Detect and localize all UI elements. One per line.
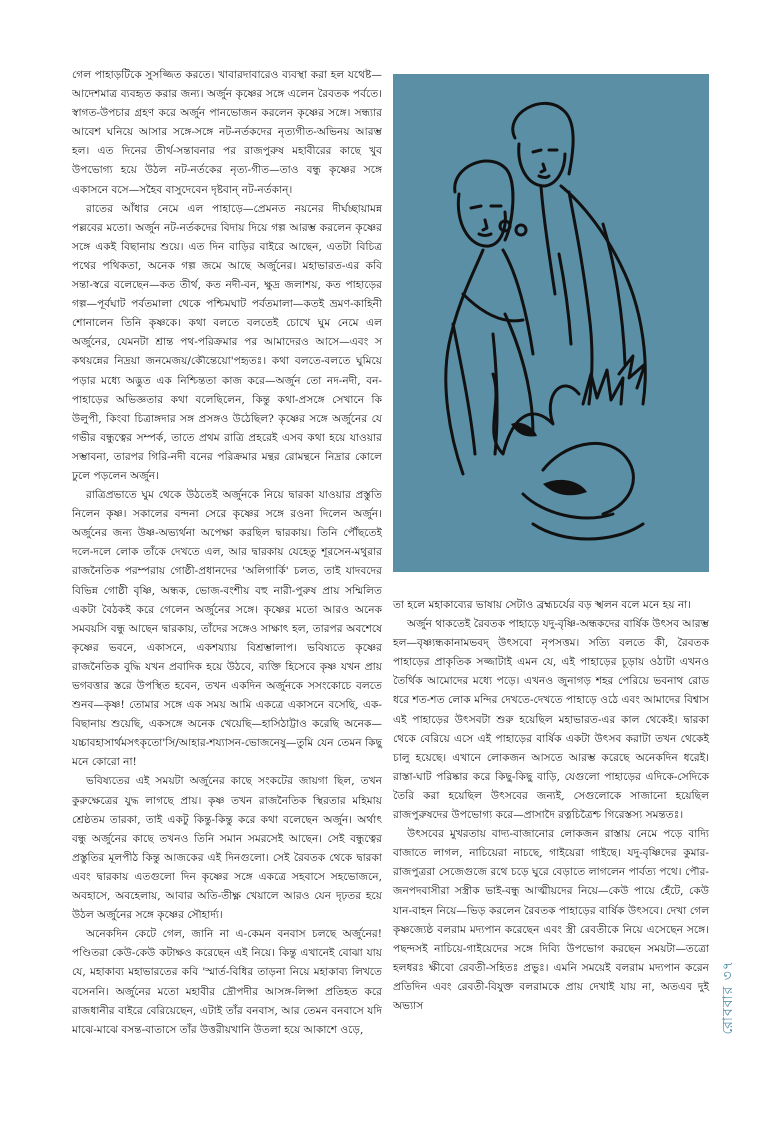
page-footer-magazine-page: রোববার ৩৭ bbox=[720, 960, 736, 1035]
paragraph: অর্জুন থাকতেই রৈবতক পাহাড়ে যদু-বৃষ্ণি-অন্ধকদের বার্ষিক উৎসব আরম্ভ হল—বৃষ্ণ্যন্ধকানামভবদ্ উৎসবো নৃপসত্তম। সত্যি বলতে কী, রৈবতক পাহাড়ের প্রাকৃতিক সজ্জাটাই এমন যে, এই পাহাড়ের চূড়ায় ওঠাটা এখনও তৈর্থিক আমোদের মধ্যে পড়ে। এখনও জুনাগড় শহর পেরিয়ে ভবনাথ রোড ধরে শত-শত লোক মন্দির দেখতে-দেখতে পাহাড়ে ওঠে এবং আমাদের বিশ্বাস এই পাহাড়ের উৎসবটা শুরু হয়েছিল মহাভারত-এর কাল থেকেই। দ্বারকা থেকে বেরিয়ে এসে এই পাহাড়ের বার্ষিক একটা উৎসব করাটা তখন থেকেই চালু হয়েছে। এখানে লোকজন আসতে আরম্ভ করেছে অনেকদিন ধরেই। রাস্তা-ঘাট পরিষ্কার করে কিছু-কিছু বাড়ি, যেগুলো পাহাড়ের এদিকে-সেদিকে তৈরি করা হয়েছিল উৎসবের জন্যই, সেগুলোকে সাজানো হয়েছিল রাজপুরুষদের উপভোগ্য করে—প্রাসাদৈ রত্নচিত্রৈশ্চ গিরেস্তস্য সমন্ততঃ। bbox=[393, 618, 709, 822]
paragraph: তা হলে মহাকাব্যের ভাষায় সেটাও ব্রহ্মচর্যের বড় স্খলন বলে মনে হয় না। bbox=[393, 599, 692, 611]
paragraph: অনেকদিন কেটে গেল, জানি না এ-কেমন বনবাস চলছে অর্জুনের! পণ্ডিতরা কেউ-কেউ কটাক্ষও করেছেন এই নিয়ে। কিন্তু এখানেই বোঝা যায় যে, মহাকাব্য মহাভারতের কবি 'স্মার্ত-বিধির তাড়না নিয়ে মহাকাব্য লিখতে বসেননি। অর্জুনের মতো মহাবীর দ্রৌপদীর আসঙ্গ-লিপ্সা প্রতিহত করে রাজধানীর বাইরে বেরিয়েছেন, এটাই তাঁর বনবাস, আর তেমন বনবাসে যদি মাঝে-মাঝে বসন্ত-বাতাসে তাঁর উত্তরীয়খানি উতলা হয়ে আকাশে ওড়ে, bbox=[72, 928, 382, 1036]
ink-illustration bbox=[393, 74, 709, 572]
paragraph: রাত্রিপ্রভাতে ঘুম থেকে উঠতেই অর্জুনকে নিয়ে দ্বারকা যাওয়ার প্রস্তুতি নিলেন কৃষ্ণ। সকালের বন্দনা সেরে কৃষ্ণের সঙ্গে রওনা দিলেন অর্জুন। অর্জুনের জন্য উষ্ণ-অভ্যর্থনা অপেক্ষা করছিল দ্বারকায়। তিনি পৌঁছতেই দলে-দলে লোক তাঁকে দেখতে এল, আর দ্বারকায় যেহেতু শূরসেন-মথুরার রাজনৈতিক পরম্পরায় গোষ্ঠী-প্রধানদের 'অলিগার্কি' চলত, তাই যাদবদের বিভিন্ন গোষ্ঠী বৃষ্ণি, অন্ধক, ভোজ-বংশীয় বহু নারী-পুরুষ প্রায় সম্মিলিত একটা বৈঠকই করে গেলেন অর্জুনের সঙ্গে। কৃষ্ণের মতো আরও অনেক সমবয়সি বন্ধু আছেন দ্বারকায়, তাঁদের সঙ্গেও সাক্ষাৎ হল, তারপর অবশেষে কৃষ্ণের ভবনে, একাসনে, একশয্যায় বিশ্রম্ভালাপ। ভবিষ্যতে কৃষ্ণের রাজনৈতিক বুদ্ধি যখন প্রবাদিক হয়ে উঠবে, ব্যক্তি হিসেবে কৃষ্ণ যখন প্রায় ভগবত্তার স্তরে উপস্থিত হবেন, তখন একদিন অর্জুনকে সসংকোচে বলতে শুনব—কৃষ্ণ! তোমার সঙ্গে এক সময় আমি একত্রে একাসনে বসেছি, এক-বিছানায় শুয়েছি, একসঙ্গে অনেক খেয়েছি—হাসিঠাট্টাও করেছি অনেক—যচ্চাবহাসার্থমসৎকৃতো'সি/আহার-শয্যাসন-ভোজনেষু—তুমি যেন তেমন কিছু মনে কোরো না! bbox=[72, 489, 382, 769]
paragraph: উৎসবের মুখরতায় বাদ্য-বাজানোর লোকজন রাস্তায় নেমে পড়ে বাদ্যি বাজাতে লাগল, নাচিয়েরা নাচছে, গাইয়েরা গাইছে। যদু-বৃষ্ণিদের কুমার-রাজপুত্ররা সেজেগুজে রথে চড়ে ঘুরে বেড়াতে লাগলেন পার্বত্য পথে। পৌর-জনপদবাসীরা সস্ত্রীক ভাই-বন্ধু আত্মীয়দের নিয়ে—কেউ পায়ে হেঁটে, কেউ যান-বাহন নিয়ে—ভিড় করলেন রৈবতক পাহাড়ের বার্ষিক উৎসবে। দেখা গেল কৃষ্ণজ্যেষ্ঠ বলরাম মদ্যপান করেছেন এবং স্ত্রী রেবতীকে নিয়ে এসেছেন সঙ্গে। পছন্দসই নাচিয়ে-গাইয়েদের সঙ্গে দিব্যি উপভোগ করছেন সময়টা—তত্রো হলধরঃ ক্ষীবো রেবতী-সহিতঃ প্রভুঃ। এমনি সময়েই বলরাম মদ্যপান করেন প্রতিদিন এবং রেবতী-বিযুক্ত বলরামকে প্রায় দেখাই যায় না, অতএব দুই অভ্যাস bbox=[393, 828, 709, 1012]
article-column-left bbox=[72, 66, 382, 1040]
two-figures-drawing bbox=[393, 74, 709, 572]
article-column-right bbox=[393, 596, 709, 1016]
paragraph: ভবিষ্যতের এই সময়টা অর্জুনের কাছে সংকটের জায়গা ছিল, তখন কুরুক্ষেত্রের যুদ্ধ লাগছে প্রায়। কৃষ্ণ তখন রাজনৈতিক স্থিরতার মহিমায় শ্রেষ্ঠতম তারকা, তাই একটু কিন্তু-কিন্তু করে কথা বলেছেন অর্জুন। অর্থাৎ বন্ধু অর্জুনের কাছে তখনও তিনি সমান সমরসেই আছেন। সেই বন্ধুত্বের প্রস্তুতির মূলপীঠ কিন্তু আজকের এই দিনগুলো। সেই রৈবতক থেকে দ্বারকা এবং দ্বারকায় এতগুলো দিন কৃষ্ণের সঙ্গে একত্রে সহবাসে সহভোজনে, অবহাসে, অবহেলায়, আবার অতি-তীক্ষ্ণ খেয়ালে আরও যেন দৃঢ়তর হয়ে উঠল অর্জুনের সঙ্গে কৃষ্ণের সৌহার্দ্য। bbox=[72, 775, 382, 922]
paragraph: রাতের আঁধার নেমে এল পাহাড়ে—প্রেমনত নয়নের দীর্ঘচ্ছায়ামন্ন পল্লবের মতো। অর্জুন নট-নর্তকদের বিদায় দিয়ে গল্প আরম্ভ করলেন কৃষ্ণের সঙ্গে একই বিছানায় শুয়ে। এত দিন বাড়ির বাইরে আছেন, এতটা বিচিত্র পথের পথিকতা, অনেক গল্প জমে আছে অর্জুনের। মহাভারত-এর কবি সন্তা-স্বরে বলেছেন—কত তীর্থ, কত নদী-বন, ক্ষুদ্র জলাশয়, কত পাহাড়ের গল্প—পূর্বঘাট পর্বতমালা থেকে পশ্চিমঘাট পর্বতমালা—কতই ভ্রমণ-কাহিনী শোনালেন তিনি কৃষ্ণকে। কথা বলতে বলতেই চোখে ঘুম নেমে এল অর্জুনের, যেমনটা শ্রান্ত পথ-পরিক্রমার পর আমাদেরও আসে—এবং স কথয়ন্নের নিদ্রয়া জনমেজয়/কৌন্তেয়ো'পহৃতঃ। কথা বলতে-বলতে ঘুমিয়ে পড়ার মধ্যে অদ্ভুত এক নিশ্চিন্ততা কাজ করে—অর্জুন তো নদ-নদী, বন-পাহাড়ের অভিজ্ঞতার কথা বলেছিলেন, কিন্তু কথা-প্রসঙ্গে সেখানে কি উলুপী, কিংবা চিত্রাঙ্গদার সঙ্গ প্রসঙ্গও উঠেছিল? কৃষ্ণের সঙ্গে অর্জুনের যে গভীর বন্ধুত্বের সম্পর্ক, তাতে প্রথম রাত্রি প্রহরেই এসব কথা হয়ে যাওয়ার সম্ভাবনা, তারপর গিরি-নদী বনের পরিক্রমার মন্থর রোমন্থনে নিদ্রার কোলে ঢুলে পড়লেন অর্জুন। bbox=[72, 202, 382, 482]
paragraph: গেল পাহাড়টিকে সুসজ্জিত করতে। খাবারদাবারেও ব্যবস্থা করা হল যথেষ্ট—আদেশমাত্র ব্যবহৃত করার জন্য। অর্জুন কৃষ্ণের সঙ্গে এলেন রৈবতক পর্বতে। স্বাগত-উপচার গ্রহণ করে অর্জুন পানভোজন করলেন কৃষ্ণের সঙ্গে। সন্ধ্যার আবেশ ঘনিয়ে আসার সঙ্গে-সঙ্গে নট-নর্তকদের নৃত্যগীত-অভিনয় আরম্ভ হল। এত দিনের তীর্থ-সন্তাবনার পর রাজপুরুষ মহাবীরের কাছে খুব উপভোগ্য হয়ে উঠল নট-নর্তকের নৃত্য-গীত—তাও বন্ধু কৃষ্ণের সঙ্গে একাসনে বসে—সহৈব বাসুদেবেন দৃষ্টবান্ নট-নর্তকান্। bbox=[72, 69, 382, 196]
